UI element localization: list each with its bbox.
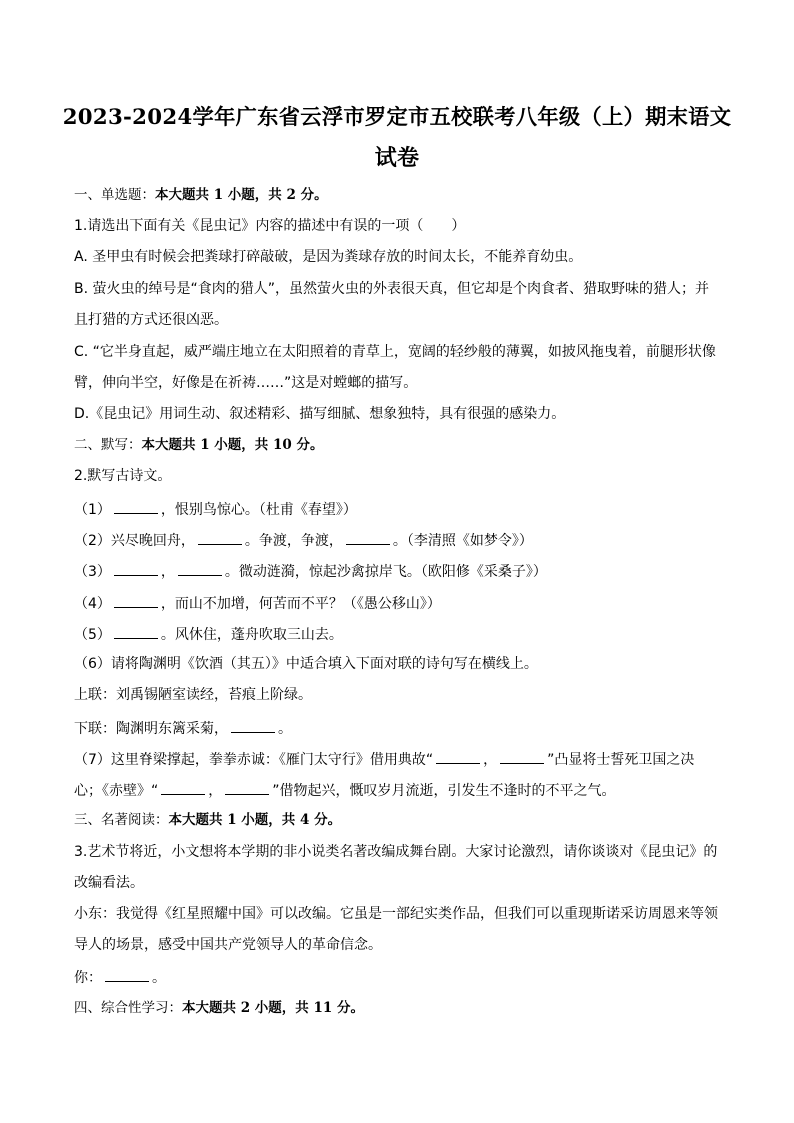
section-1-info: 本大题共 1 小题，共 2 分。 <box>155 187 328 203</box>
section-2-label: 二、默写： <box>74 437 142 453</box>
section-4-heading <box>74 1000 364 1017</box>
q2-item-3: （3） ， 。微动涟漪，惊起沙禽掠岸飞。（欧阳修《采桑子》） <box>74 564 547 580</box>
answer-blank[interactable] <box>198 531 242 545</box>
answer-blank[interactable] <box>346 531 390 545</box>
q1-stem: 1.请选出下面有关《昆虫记》内容的描述中有误的一项（ ） <box>74 218 466 234</box>
q3-xiaodong-line-2: 导人的场景，感受中国共产党领导人的革命信念。 <box>74 937 382 953</box>
answer-blank[interactable] <box>114 625 158 639</box>
answer-blank[interactable] <box>500 750 544 764</box>
q1-option-d: D.《昆虫记》用词生动、叙述精彩、描写细腻、想象独特，具有很强的感染力。 <box>74 406 566 422</box>
q2-item-7-line-2: 心；《赤壁》“ ， ”借物起兴，慨叹岁月流逝，引发生不逢时的不平之气。 <box>74 783 616 799</box>
section-4-info: 本大题共 2 小题，共 11 分。 <box>182 1000 364 1016</box>
q2-item-6: （6）请将陶渊明《饮酒（其五）》中适合填入下面对联的诗句写在横线上。 <box>74 656 538 672</box>
section-2-heading <box>74 437 323 454</box>
q1-option-c-line-1: C. “它半身直起，威严端庄地立在太阳照着的青草上，宽阔的轻纱般的薄翼，如披风拖曳着，前腿形状像 <box>74 344 716 360</box>
answer-blank[interactable] <box>161 781 205 795</box>
q3-stem-line-2: 改编看法。 <box>74 875 144 891</box>
q2-item-4: （4） ，而山不加增，何苦而不平？（《愚公移山》） <box>74 596 441 612</box>
section-3-info: 本大题共 1 小题，共 4 分。 <box>168 812 342 828</box>
answer-blank[interactable] <box>436 750 480 764</box>
section-2-info: 本大题共 1 小题，共 10 分。 <box>141 437 324 453</box>
q1-option-b-line-2: 且打猎的方式还很凶恶。 <box>74 312 228 328</box>
q1-option-a: A. 圣甲虫有时候会把粪球打碎敲破，是因为粪球存放的时间太长，不能养育幼虫。 <box>74 249 583 265</box>
q2-stem: 2.默写古诗文。 <box>74 468 172 484</box>
answer-blank[interactable] <box>178 562 222 576</box>
q2-item-5: （5） 。风休住，蓬舟吹取三山去。 <box>74 627 343 643</box>
answer-blank[interactable] <box>105 968 149 982</box>
section-3-heading <box>74 812 341 829</box>
answer-blank[interactable] <box>114 562 158 576</box>
section-1-label: 一、单选题： <box>74 187 155 203</box>
answer-blank[interactable] <box>114 594 158 608</box>
q3-your-answer: 你： 。 <box>74 970 166 986</box>
exam-title-line-2: 试卷 <box>374 145 420 171</box>
exam-title-line-1: 2023-2024学年广东省云浮市罗定市五校联考八年级（上）期末语文 <box>62 105 732 130</box>
section-3-label: 三、名著阅读： <box>74 812 169 828</box>
q2-item-7-line-1: （7）这里脊梁撑起，拳拳赤诚：《雁门太守行》借用典故“ ， ”凸显将士誓死卫国之决 <box>74 752 695 768</box>
answer-blank[interactable] <box>231 719 275 733</box>
q3-xiaodong-line-1: 小东：我觉得《红星照耀中国》可以改编。它虽是一部纪实类作品，但我们可以重现斯诺采访周恩来等领 <box>74 906 718 922</box>
couplet-upper: 上联：刘禹锡陋室读经，苔痕上阶绿。 <box>74 687 312 703</box>
q1-option-b-line-1: B. 萤火虫的绰号是“食肉的猎人”，虽然萤火虫的外表很天真，但它却是个肉食者、猎取野味的猎人；并 <box>74 281 710 297</box>
q2-item-1: （1） ，恨别鸟惊心。（杜甫《春望》） <box>74 502 357 518</box>
section-1-heading <box>74 187 328 204</box>
answer-blank[interactable] <box>225 781 269 795</box>
answer-blank[interactable] <box>114 500 158 514</box>
q2-item-2: （2）兴尽晚回舟， 。争渡，争渡， 。（李清照《如梦令》） <box>74 533 533 549</box>
q3-stem-line-1: 3.艺术节将近，小文想将本学期的非小说类名著改编成舞台剧。大家讨论激烈，请你谈谈对《昆虫记》的 <box>74 844 718 860</box>
couplet-lower: 下联：陶渊明东篱采菊， 。 <box>74 721 292 737</box>
q1-option-c-line-2: 臂，伸向半空，好像是在祈祷……”这是对螳螂的描写。 <box>74 375 418 391</box>
section-4-label: 四、综合性学习： <box>74 1000 182 1016</box>
